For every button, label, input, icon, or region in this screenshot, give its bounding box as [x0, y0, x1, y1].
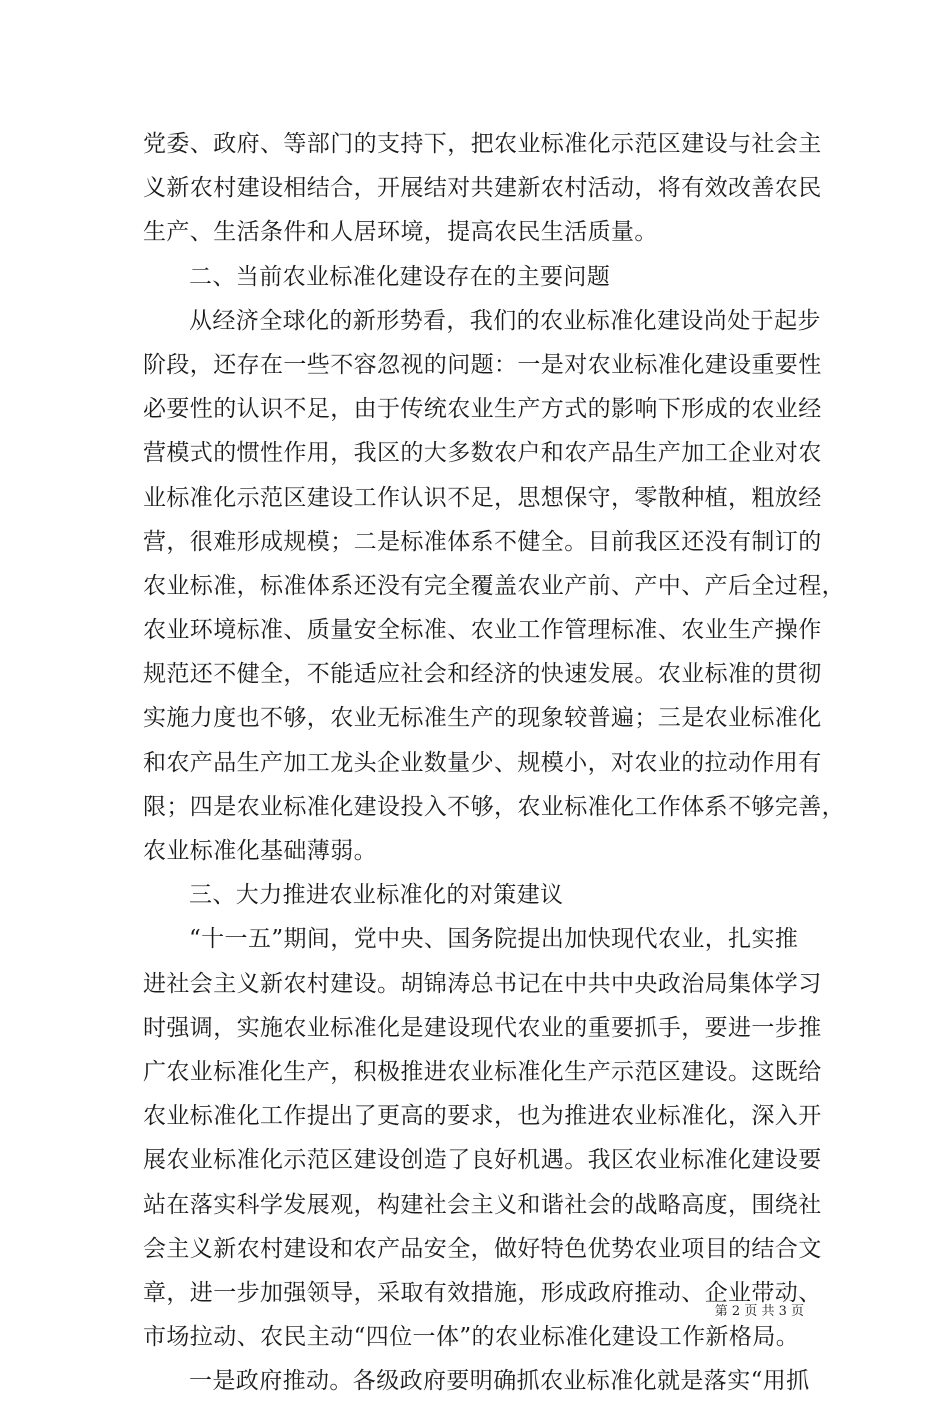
text-line: 业标准化示范区建设工作认识不足，思想保守，零散种植，粗放经	[143, 484, 822, 511]
text-line: 站在落实科学发展观，构建社会主义和谐社会的战略高度，围绕社	[143, 1191, 822, 1218]
text-line: 党委、政府、等部门的支持下，把农业标准化示范区建设与社会主	[143, 131, 822, 157]
text-line: 义新农村建设相结合，开展结对共建新农村活动，将有效改善农民	[143, 175, 822, 202]
document-body	[143, 122, 845, 1403]
text-line: 必要性的认识不足，由于传统农业生产方式的影响下形成的农业经	[143, 396, 822, 423]
text-line: 规范还不健全，不能适应社会和经济的快速发展。农业标准的贯彻	[143, 661, 822, 688]
text-line: 市场拉动、农民主动“四位一体”的农业标准化建设工作新格局。	[143, 1324, 800, 1351]
text-line: 广农业标准化生产，积极推进农业标准化生产示范区建设。这既给	[143, 1058, 822, 1085]
text-line: 时强调，实施农业标准化是建设现代农业的重要抓手，要进一步推	[143, 1014, 822, 1041]
text-line: “十一五”期间，党中央、国务院提出加快现代农业，扎实推	[189, 926, 799, 953]
text-line: 农业标准化工作提出了更高的要求，也为推进农业标准化，深入开	[143, 1103, 822, 1130]
text-line: 展农业标准化示范区建设创造了良好机遇。我区农业标准化建设要	[143, 1147, 822, 1174]
section-heading-2: 二、当前农业标准化建设存在的主要问题	[189, 263, 611, 290]
text-line: 农业标准，标准体系还没有完全覆盖农业产前、产中、产后全过程，	[143, 572, 845, 599]
text-line: 进社会主义新农村建设。胡锦涛总书记在中共中央政治局集体学习	[143, 970, 822, 997]
text-line: 和农产品生产加工龙头企业数量少、规模小，对农业的拉动作用有	[143, 749, 822, 776]
text-line: 营模式的惯性作用，我区的大多数农户和农产品生产加工企业对农	[143, 440, 822, 467]
text-line: 农业标准化基础薄弱。	[143, 838, 377, 864]
text-line: 生产、生活条件和人居环境，提高农民生活质量。	[143, 219, 658, 246]
text-line: 实施力度也不够，农业无标准生产的现象较普遍；三是农业标准化	[143, 705, 822, 732]
text-line: 限；四是农业标准化建设投入不够，农业标准化工作体系不够完善，	[143, 793, 845, 820]
text-line: 会主义新农村建设和农产品安全，做好特色优势农业项目的结合文	[143, 1235, 822, 1262]
text-line: 营，很难形成规模；二是标准体系不健全。目前我区还没有制订的	[143, 528, 822, 555]
text-line: 农业环境标准、质量安全标准、农业工作管理标准、农业生产操作	[143, 617, 822, 644]
text-line: 章，进一步加强领导，采取有效措施，形成政府推动、企业带动、	[143, 1279, 822, 1306]
page-number: 第 2 页 共 3 页	[714, 1304, 804, 1319]
text-line: 从经济全球化的新形势看，我们的农业标准化建设尚处于起步	[189, 307, 821, 334]
text-line: 阶段，还存在一些不容忽视的问题：一是对农业标准化建设重要性	[143, 351, 822, 378]
text-line: 一是政府推动。各级政府要明确抓农业标准化就是落实“用抓	[189, 1368, 810, 1395]
section-heading-3: 三、大力推进农业标准化的对策建议	[189, 882, 564, 909]
